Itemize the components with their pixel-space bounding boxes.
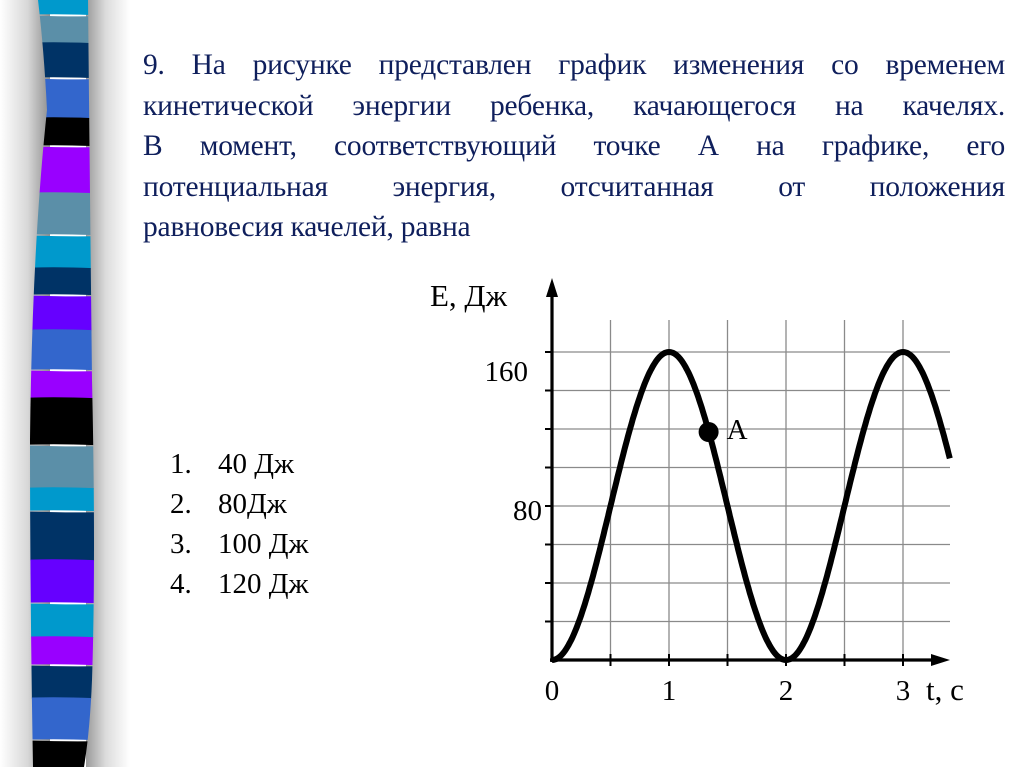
- x-tick-0: 0: [544, 675, 560, 707]
- question-line-5: равновесия качелей, равна: [143, 211, 471, 243]
- answer-number: 1.: [170, 448, 192, 480]
- point-a-marker: [699, 422, 719, 442]
- x-tick-3: 3: [895, 675, 911, 707]
- point-a-label: A: [726, 414, 748, 446]
- answer-number: 3.: [170, 528, 192, 560]
- y-tick-80: 80: [513, 495, 542, 527]
- x-tick-1: 1: [661, 675, 677, 707]
- answer-number: 4.: [170, 568, 192, 600]
- x-tick-2: 2: [778, 675, 794, 707]
- question-line-2: кинетической энергии ребенка, качающегося на качелях.: [143, 89, 1005, 122]
- x-axis-arrow-icon: [931, 654, 950, 666]
- axis-ticks: [545, 352, 903, 666]
- question-line-3: В момент, соответствующий точке А на графике, его: [143, 130, 1005, 162]
- y-axis-label: E, Дж: [430, 278, 508, 313]
- y-tick-160: 160: [484, 356, 528, 388]
- answer-text: 100 Дж: [218, 528, 309, 560]
- answer-text: 80Дж: [218, 488, 287, 520]
- answer-text: 40 Дж: [218, 448, 295, 480]
- y-axis-arrow-icon: [546, 278, 558, 297]
- question-line-1: 9. На рисунке представлен график изменения со временем: [143, 49, 1005, 81]
- answer-number: 2.: [170, 488, 192, 520]
- x-axis-label: t, с: [926, 672, 964, 707]
- question-line-4: потенциальная энергия, отсчитанная от положения: [143, 170, 1005, 203]
- answer-text: 120 Дж: [218, 568, 309, 600]
